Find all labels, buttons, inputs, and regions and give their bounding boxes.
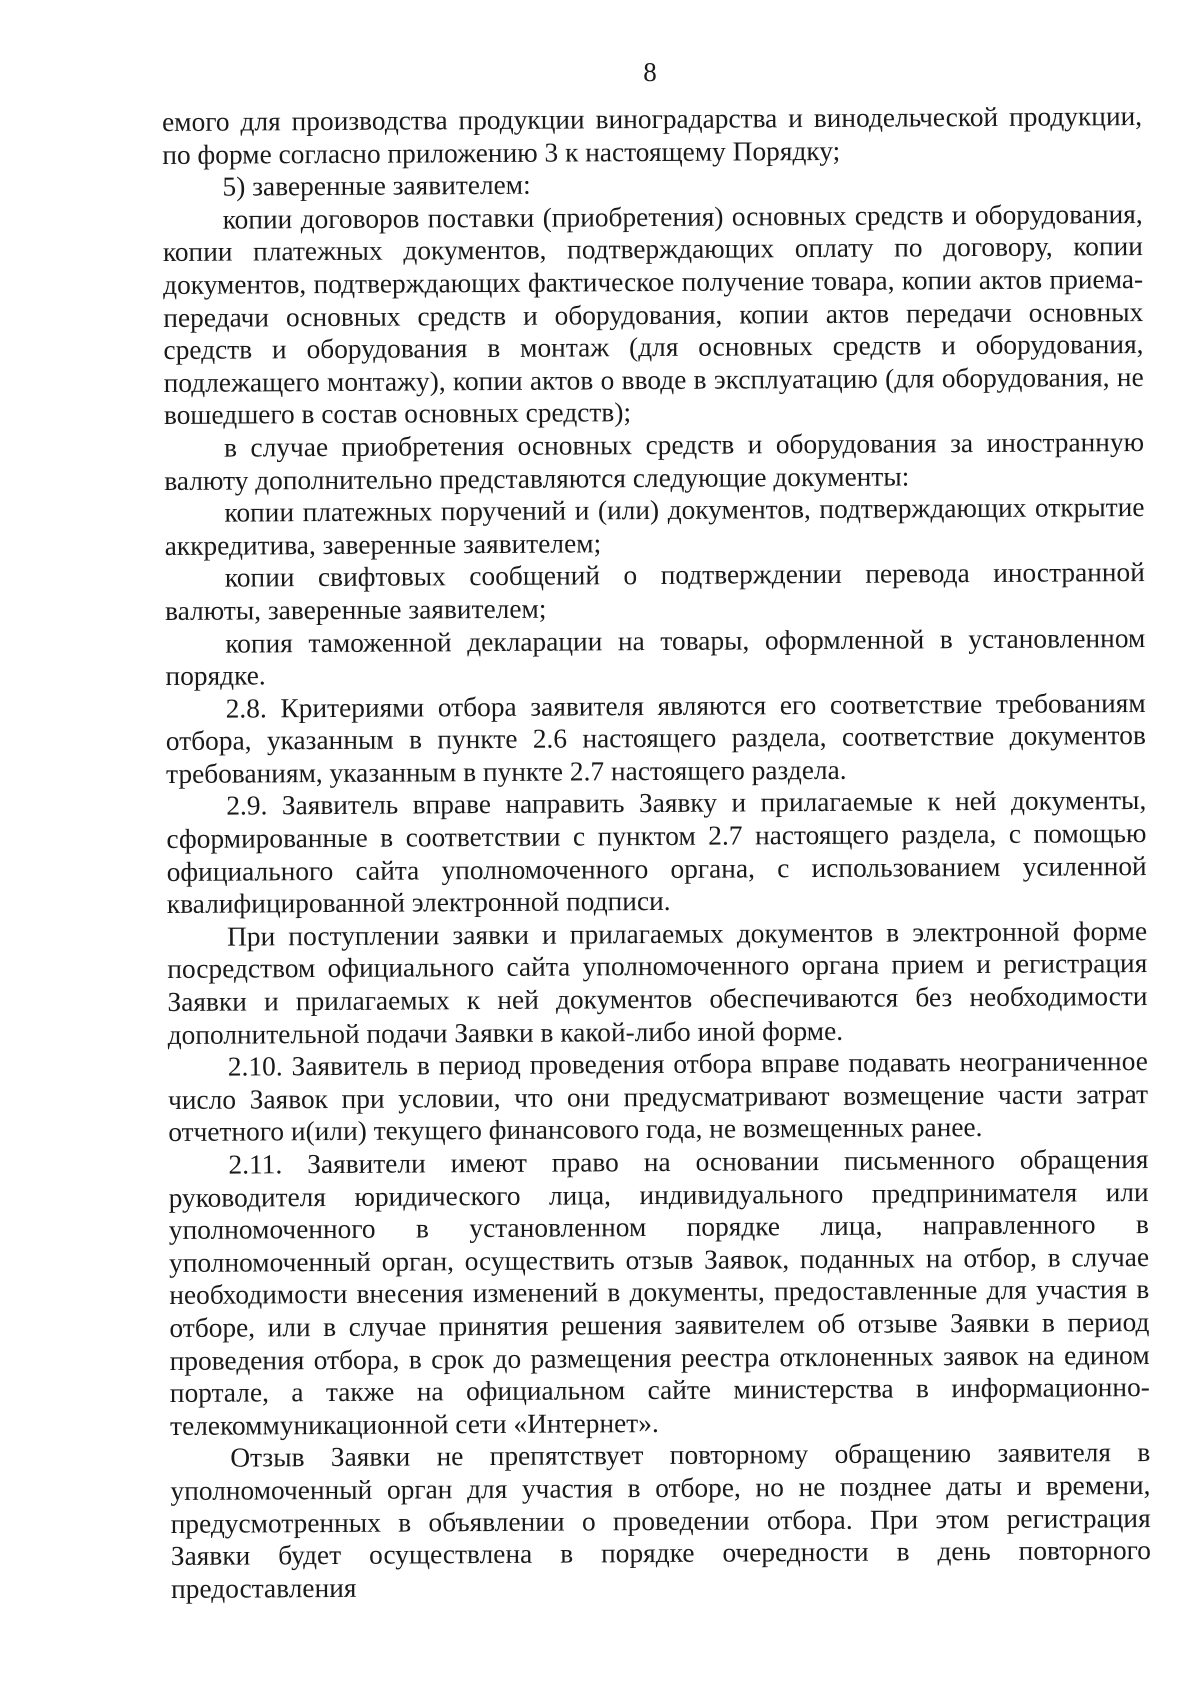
paragraph: копии свифтовых сообщений о подтверждении перевода иностранной валюты, заверенные заявителем; (164, 557, 1145, 626)
page-number: 8 (643, 57, 657, 87)
paragraph: 2.11. Заявители имеют право на основании письменного обращения руководителя юридического лица, индивидуального предпринимателя или уполномоченного в установленном порядке лица, направленного в уполномоченный орган, осуществить отзыв Заявок, поданных на отбор, в случае необходимости внесения изменений в документы, предоставленные для участия в отборе, или в случае принятия решения заявителем об отзыве Заявки в период проведения отбора, в срок до размещения реестра отклоненных заявок на едином портале, а также на официальном сайте министерства в информационно-телекоммуникационной сети «Интернет». (168, 1143, 1150, 1441)
paragraph: емого для производства продукции виноградарства и винодельческой продукции, по форме согласно приложению 3 к настоящему Порядку; (162, 101, 1143, 170)
paragraph: При поступлении заявки и прилагаемых документов в электронной форме посредством официального сайта уполномоченного органа прием и регистрация Заявки и прилагаемых к ней документов обеспечиваются без необходимости дополнительной подачи Заявки в какой-либо иной форме. (167, 915, 1148, 1050)
paragraph: 2.10. Заявитель в период проведения отбора вправе подавать неограниченное число Заявок при условии, что они предусматривают возмещение части затрат отчетного и(или) текущего финансового года, не возмещенных ранее. (167, 1046, 1149, 1148)
paragraph: копии платежных поручений и (или) документов, подтверждающих открытие аккредитива, заверенные заявителем; (164, 492, 1145, 561)
paragraph: копия таможенной декларации на товары, оформленной в установленном порядке. (165, 622, 1146, 692)
paragraph: Отзыв Заявки не препятствует повторному обращению заявителя в уполномоченный орган для участия в отборе, но не позднее даты и времени, предусмотренных в объявлении о проведении отбора. При этом регистрация Заявки будет осуществлена в порядке очередности в день повторного предоставления (170, 1437, 1151, 1604)
paragraph: копии договоров поставки (приобретения) основных средств и оборудования, копии платежных документов, подтверждающих оплату по договору, копии документов, подтверждающих фактическое получение товара, копии актов приема-передачи основных средств и оборудования, копии актов передачи основных средств и оборудования в монтаж (для основных средств и оборудования, подлежащего монтажу), копии актов о вводе в эксплуатацию (для оборудования, не вошедшего в состав основных средств); (162, 198, 1144, 431)
paragraph: 2.9. Заявитель вправе направить Заявку и прилагаемые к ней документы, сформированные в соответствии с пунктом 2.7 настоящего раздела, с помощью официального сайта уполномоченного органа, с использованием усиленной квалифицированной электронной подписи. (166, 785, 1147, 920)
paragraph: 2.8. Критериями отбора заявителя являются его соответствие требованиям отбора, указанным в пункте 2.6 настоящего раздела, соответствие документов требованиям, указанным в пункте 2.7 настоящего раздела. (165, 687, 1146, 789)
paragraph: в случае приобретения основных средств и оборудования за иностранную валюту дополнительно представляются следующие документы: (164, 426, 1145, 496)
document-body (162, 100, 1151, 1605)
paragraph: 5) заверенные заявителем: (222, 169, 531, 202)
